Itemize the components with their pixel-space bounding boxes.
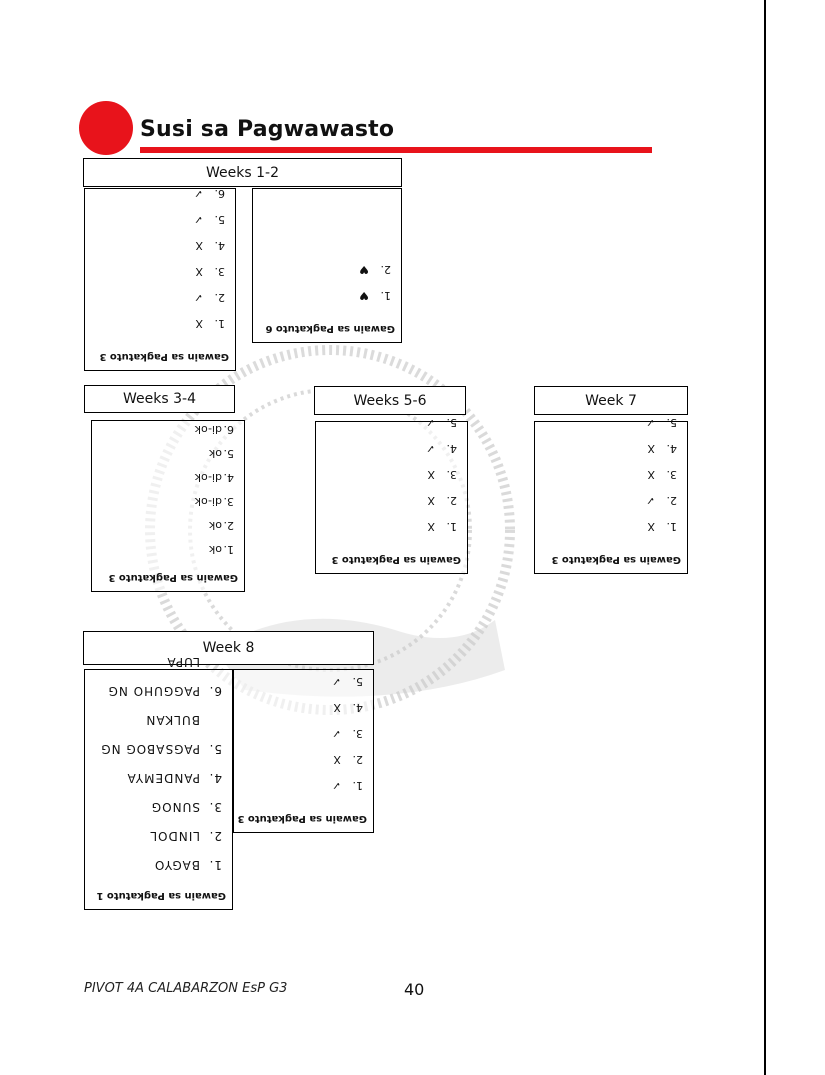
week-label-3-4: Weeks 3-4 — [84, 385, 235, 413]
answer-key-week-8-gawain-3 — [233, 669, 374, 833]
key-heading: Gawain sa Pagkatuto 3 — [551, 554, 681, 565]
list-item: 2.✓ — [645, 494, 677, 507]
answer-list — [100, 647, 222, 879]
list-item: 1.ok — [208, 543, 234, 556]
list-item: 5.✓ — [425, 416, 457, 429]
key-heading: Gawain sa Pagkatuto 1 — [96, 890, 226, 901]
list-item: 6.✓ — [193, 187, 225, 200]
list-item: 1.X — [647, 520, 677, 533]
list-item: 4.PANDEMYA — [126, 771, 222, 785]
answer-list — [359, 256, 391, 308]
list-item: 2.LINDOL — [149, 829, 222, 843]
answer-key-weeks-5-6 — [315, 416, 468, 574]
list-item: 6.di-ok — [194, 423, 234, 436]
key-heading: Gawain sa Pagkatuto 3 — [99, 351, 229, 362]
list-item: 1.X — [427, 520, 457, 533]
answer-key-weeks-1-2-gawain-6 — [252, 188, 402, 343]
list-item: 2.X — [427, 494, 457, 507]
key-heading: Gawain sa Pagkatuto 3 — [331, 554, 461, 565]
list-item: 2.♥ — [359, 263, 391, 276]
list-item: 3.SUNOG — [150, 800, 222, 814]
answer-key-week-8-gawain-1 — [84, 655, 233, 910]
list-item: 5.PAGSABOG NG — [100, 742, 222, 756]
list-item: 3.di-ok — [194, 495, 234, 508]
answer-list — [195, 417, 234, 561]
week-label-1-2: Weeks 1-2 — [83, 158, 402, 187]
list-item: LUPA — [166, 655, 200, 669]
list-item: 1.✓ — [331, 779, 363, 792]
list-item: 4.X — [195, 239, 225, 252]
title-underline — [140, 147, 652, 153]
key-heading: Gawain sa Pagkatuto 3 — [108, 572, 238, 583]
answer-key-week-7 — [534, 416, 688, 574]
list-item: 1.BAGYO — [153, 858, 222, 872]
list-item: 1.♥ — [359, 289, 391, 302]
week-label-7: Week 7 — [534, 386, 688, 415]
week-label-8: Week 8 — [83, 631, 374, 665]
answer-key-weeks-1-2-gawain-3 — [84, 188, 236, 371]
list-item: 5.✓ — [645, 416, 677, 429]
answer-list — [194, 180, 225, 336]
answer-list — [646, 409, 677, 539]
list-item: 1.X — [195, 317, 225, 330]
list-item: BULKAN — [145, 713, 200, 727]
list-item: 5.✓ — [331, 675, 363, 688]
list-item: 3.X — [195, 265, 225, 278]
footer-module-name: PIVOT 4A CALABARZON EsP G3 — [84, 981, 288, 996]
page-number: 40 — [404, 980, 425, 999]
red-circle-marker — [79, 101, 133, 155]
list-item: 2.ok — [208, 519, 234, 532]
list-item: 3.✓ — [331, 727, 363, 740]
list-item: 2.✓ — [193, 291, 225, 304]
answer-list — [426, 409, 457, 539]
list-item: 3.X — [427, 468, 457, 481]
week-label-5-6: Weeks 5-6 — [314, 386, 466, 415]
list-item: 4.X — [647, 442, 677, 455]
answer-list — [332, 668, 363, 798]
list-item: 5.✓ — [193, 213, 225, 226]
key-heading: Gawain sa Pagkatuto 6 — [265, 323, 395, 334]
page-title: Susi sa Pagwawasto — [140, 117, 395, 142]
list-item: 6.PAGGUHO NG — [107, 684, 222, 698]
list-item: 4.di-ok — [194, 471, 234, 484]
key-heading: Gawain sa Pagkatuto 3 — [237, 813, 367, 824]
list-item: 4.X — [333, 701, 363, 714]
list-item: 2.X — [333, 753, 363, 766]
right-page-rule — [764, 0, 766, 1075]
answer-key-weeks-3-4 — [91, 420, 245, 592]
list-item: 4.✓ — [425, 442, 457, 455]
list-item: 5.ok — [208, 447, 234, 460]
list-item: 3.X — [647, 468, 677, 481]
